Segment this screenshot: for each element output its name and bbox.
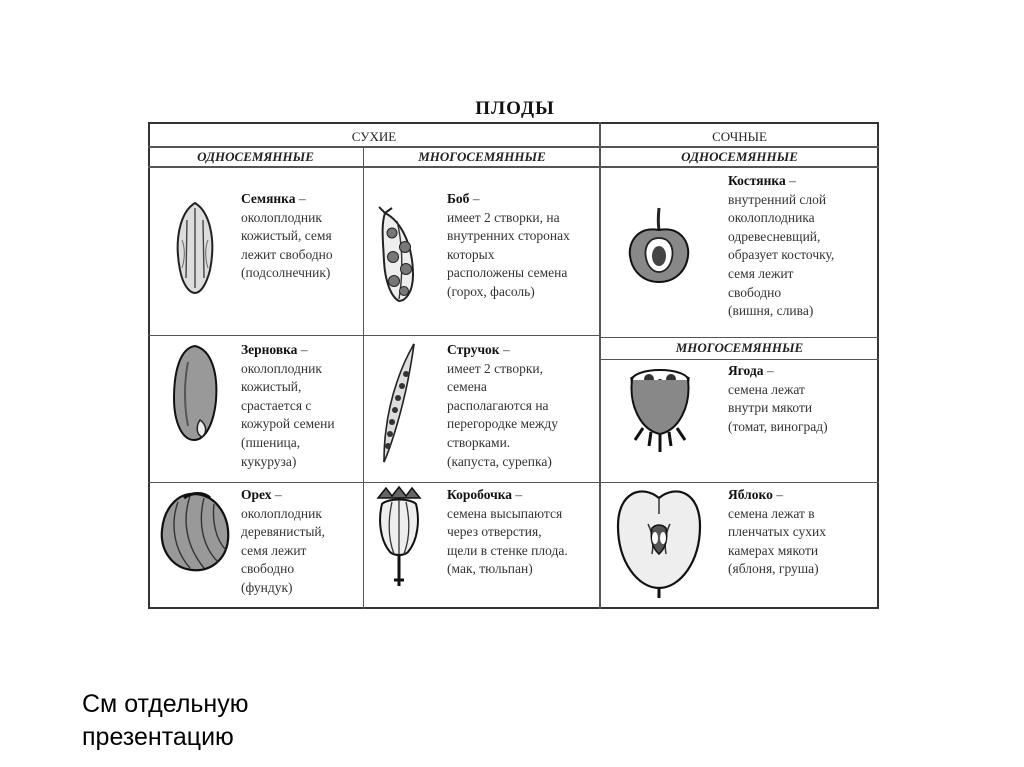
column-divider-dry bbox=[363, 146, 364, 609]
desc-line: деревянистый, bbox=[241, 524, 326, 540]
cell-oreh bbox=[241, 486, 325, 598]
header-divider-2 bbox=[148, 166, 879, 168]
desc-line: внутри мякоти bbox=[728, 400, 813, 416]
dash: – bbox=[785, 173, 796, 188]
desc-line: свободно bbox=[241, 561, 295, 577]
desc-line: имеет 2 створки, на bbox=[447, 209, 560, 225]
desc-line: перегородке между bbox=[447, 416, 558, 432]
dash: – bbox=[512, 487, 523, 502]
term-bob: Боб bbox=[447, 191, 470, 206]
header-divider-1 bbox=[148, 146, 879, 148]
cell-semyanka bbox=[241, 190, 333, 283]
poppy-capsule-icon bbox=[374, 484, 424, 588]
desc-line: околоплодника bbox=[728, 210, 815, 226]
cell-zernovka bbox=[241, 341, 335, 471]
desc-line: семена bbox=[447, 379, 487, 395]
desc-line: одревесневщий, bbox=[728, 228, 821, 244]
tomato-icon bbox=[625, 364, 695, 456]
term-yabloko: Яблоко bbox=[728, 487, 773, 502]
desc-line: кожурой семени bbox=[241, 416, 335, 432]
hazelnut-icon bbox=[156, 488, 234, 576]
juicy-multi-bottom bbox=[600, 359, 879, 360]
header-dry-multi: МНОГОСЕМЯННЫЕ bbox=[418, 149, 546, 164]
desc-line: пленчатых сухих bbox=[728, 524, 826, 540]
cell-bob bbox=[447, 190, 570, 302]
cell-struchok bbox=[447, 341, 558, 471]
term-korobochka: Коробочка bbox=[447, 487, 513, 502]
desc-line: (вишня, слива) bbox=[728, 303, 814, 319]
header-juicy-multi: МНОГОСЕМЯННЫЕ bbox=[675, 340, 804, 355]
desc-line: створками. bbox=[447, 434, 511, 450]
desc-line: (горох, фасоль) bbox=[447, 283, 535, 299]
desc-line: семена высыпаются bbox=[447, 505, 563, 521]
desc-line: которых bbox=[447, 246, 495, 262]
row-divider-2 bbox=[148, 482, 879, 483]
apple-icon bbox=[612, 484, 706, 600]
table-title: ПЛОДЫ bbox=[475, 98, 555, 119]
desc-line: околоплодник bbox=[241, 209, 322, 225]
desc-line: (томат, виноград) bbox=[728, 418, 828, 434]
desc-line: (капуста, сурепка) bbox=[447, 453, 552, 469]
desc-line: семена лежат bbox=[728, 381, 805, 397]
desc-line: имеет 2 створки, bbox=[447, 360, 543, 376]
note-line: См отдельную bbox=[82, 690, 249, 718]
desc-line: кожистый, bbox=[241, 379, 302, 395]
dash: – bbox=[499, 342, 510, 357]
juicy-multi-top bbox=[600, 337, 879, 338]
sunflower-seed-icon bbox=[170, 200, 220, 296]
desc-line: (подсолнечник) bbox=[241, 265, 331, 281]
desc-line: (пшеница, bbox=[241, 434, 301, 450]
term-oreh: Орех bbox=[241, 487, 272, 502]
term-struchok: Стручок bbox=[447, 342, 500, 357]
desc-line: свободно bbox=[728, 284, 782, 300]
cell-yagoda bbox=[728, 362, 828, 436]
desc-line: щели в стенке плода. bbox=[447, 542, 568, 558]
desc-line: (мак, тюльпан) bbox=[447, 561, 533, 577]
header-juicy: СОЧНЫЕ bbox=[712, 129, 767, 144]
note-line: презентацию bbox=[82, 723, 234, 751]
desc-line: внутренних сторонах bbox=[447, 228, 570, 244]
desc-line: внутренний слой bbox=[728, 191, 827, 207]
term-semyanka: Семянка bbox=[241, 191, 296, 206]
silique-icon bbox=[376, 340, 420, 466]
term-yagoda: Ягода bbox=[728, 363, 764, 378]
desc-line: расположены семена bbox=[447, 265, 568, 281]
desc-line: околоплодник bbox=[241, 360, 322, 376]
desc-line: семя лежит bbox=[241, 542, 307, 558]
header-dry: СУХИЕ bbox=[351, 129, 397, 144]
column-divider-main bbox=[599, 122, 601, 609]
row-divider-1-left bbox=[148, 335, 600, 336]
term-zernovka: Зерновка bbox=[241, 342, 298, 357]
cell-korobochka bbox=[447, 486, 568, 579]
desc-line: семя лежит bbox=[728, 265, 794, 281]
desc-line: семена лежат в bbox=[728, 505, 815, 521]
desc-line: (яблоня, груша) bbox=[728, 561, 819, 577]
desc-line: камерах мякоти bbox=[728, 542, 819, 558]
dash: – bbox=[772, 487, 783, 502]
desc-line: образует косточку, bbox=[728, 247, 835, 263]
header-dry-single: ОДНОСЕМЯННЫЕ bbox=[197, 149, 314, 164]
cherry-icon bbox=[624, 204, 694, 286]
desc-line: располагаются на bbox=[447, 397, 549, 413]
desc-line: кукуруза) bbox=[241, 453, 297, 469]
desc-line: через отверстия, bbox=[447, 524, 542, 540]
dash: – bbox=[469, 191, 480, 206]
presentation-note bbox=[82, 688, 249, 754]
header-juicy-single: ОДНОСЕМЯННЫЕ bbox=[681, 149, 798, 164]
wheat-grain-icon bbox=[168, 342, 222, 444]
cell-kostyanka bbox=[728, 172, 834, 321]
dash: – bbox=[763, 363, 774, 378]
cell-yabloko bbox=[728, 486, 826, 579]
pea-pod-icon bbox=[375, 205, 425, 305]
dash: – bbox=[295, 191, 306, 206]
desc-line: околоплодник bbox=[241, 505, 322, 521]
dash: – bbox=[297, 342, 308, 357]
desc-line: срастается с bbox=[241, 397, 312, 413]
dash: – bbox=[271, 487, 282, 502]
desc-line: лежит свободно bbox=[241, 246, 333, 262]
desc-line: кожистый, семя bbox=[241, 228, 332, 244]
desc-line: (фундук) bbox=[241, 579, 293, 595]
term-kostyanka: Костянка bbox=[728, 173, 786, 188]
